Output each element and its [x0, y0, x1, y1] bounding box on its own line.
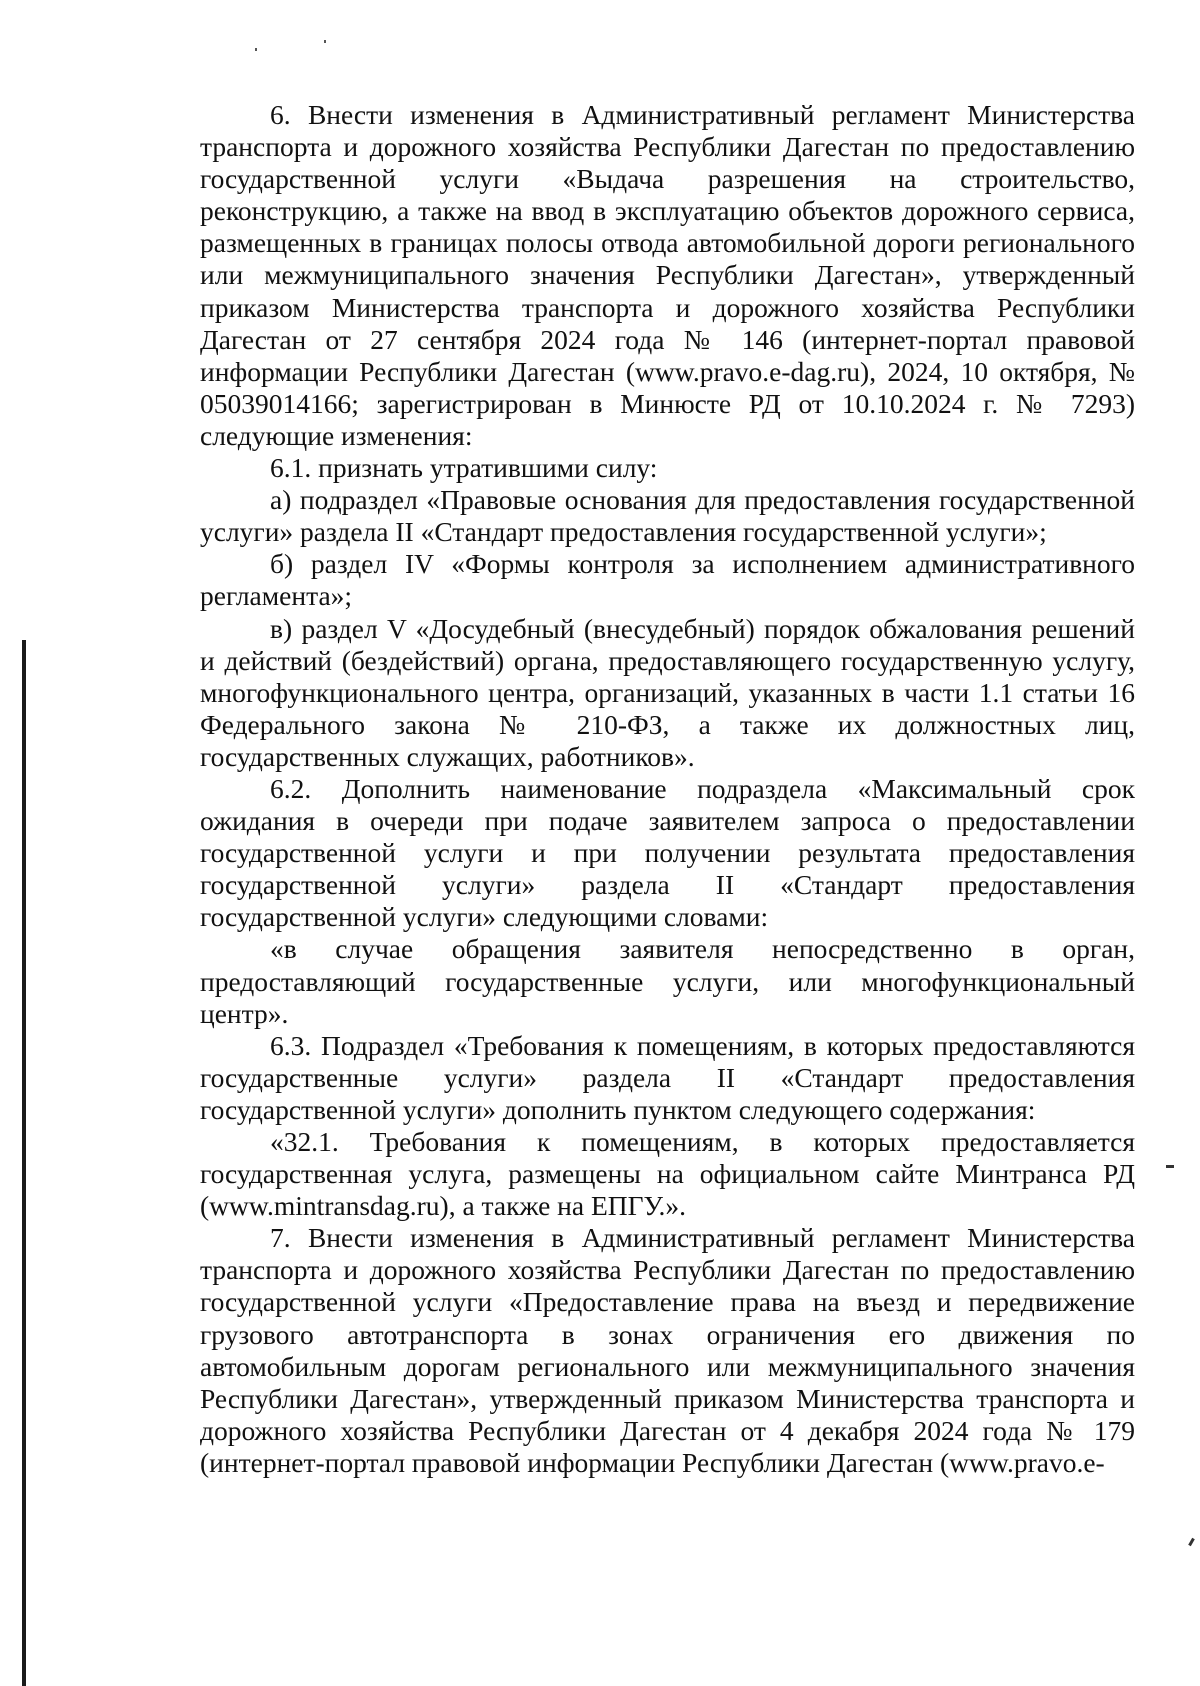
paragraph-6-2: 6.2. Дополнить наименование подраздела «Максимальный срок ожидания в очереди при подаче заявителем запроса о предоставлении государственной услуги и при получении результата предоставления государственной услуги» раздела II «Стандарт предоставления государственной услуги» следующими словами: — [200, 772, 1135, 933]
scan-speck — [1166, 1165, 1174, 1168]
scan-speck — [255, 48, 257, 51]
scan-edge-line — [22, 640, 26, 1686]
paragraph-6-3-quote: «32.1. Требования к помещениям, в которых предоставляется государственная услуга, размещены на официальном сайте Минтранса РД (www.mintransdag.ru), а также на ЕПГУ.». — [200, 1126, 1135, 1222]
scan-speck — [1188, 1538, 1195, 1546]
paragraph-6-1-a: а) подраздел «Правовые основания для предоставления государственной услуги» раздела II «Стандарт предоставления государственной услуги»; — [200, 484, 1135, 548]
paragraph-6-1-v: в) раздел V «Досудебный (внесудебный) порядок обжалования решений и действий (бездействий) органа, предоставляющего государственную услугу, многофункционального центра, организаций, указанных в части 1.1 статьи 16 Федерального закона № 210-ФЗ, а также их должностных лиц, государственных служащих, работников». — [200, 612, 1135, 772]
document-body — [200, 99, 1135, 1479]
paragraph-6-2-quote: «в случае обращения заявителя непосредственно в орган, предоставляющий государственные услуги, или многофункциональный центр». — [200, 933, 1135, 1029]
paragraph-6-3: 6.3. Подраздел «Требования к помещениям, в которых предоставляются государственные услуги» раздела II «Стандарт предоставления государственной услуги» дополнить пунктом следующего содержания: — [200, 1029, 1135, 1125]
paragraph-6: 6. Внести изменения в Административный регламент Министерства транспорта и дорожного хозяйства Республики Дагестан по предоставлению государственной услуги «Выдача разрешения на строительство, реконструкцию, а также на ввод в эксплуатацию объектов дорожного сервиса, размещенных в границах полосы отвода автомобильной дороги регионального или межмуниципального значения Республики Дагестан», утвержденный приказом Министерства транспорта и дорожного хозяйства Республики Дагестан от 27 сентября 2024 года № 146 (интернет-портал правовой информации Республики Дагестан (www.pravo.e-dag.ru), 2024, 10 октября, № 05039014166; зарегистрирован в Минюсте РД от 10.10.2024 г. № 7293) следующие изменения: — [200, 99, 1135, 451]
paragraph-6-1-b: б) раздел IV «Формы контроля за исполнением административного регламента»; — [200, 548, 1135, 612]
scan-speck — [324, 40, 326, 43]
paragraph-6-1: 6.1. признать утратившими силу: — [270, 452, 658, 484]
paragraph-7: 7. Внести изменения в Административный регламент Министерства транспорта и дорожного хозяйства Республики Дагестан по предоставлению государственной услуги «Предоставление права на въезд и передвижение грузового автотранспорта в зонах ограничения его движения по автомобильным дорогам регионального или межмуниципального значения Республики Дагестан», утвержденный приказом Министерства транспорта и дорожного хозяйства Республики Дагестан от 4 декабря 2024 года № 179 (интернет-портал правовой информации Республики Дагестан (www.pravo.e- — [200, 1222, 1135, 1478]
